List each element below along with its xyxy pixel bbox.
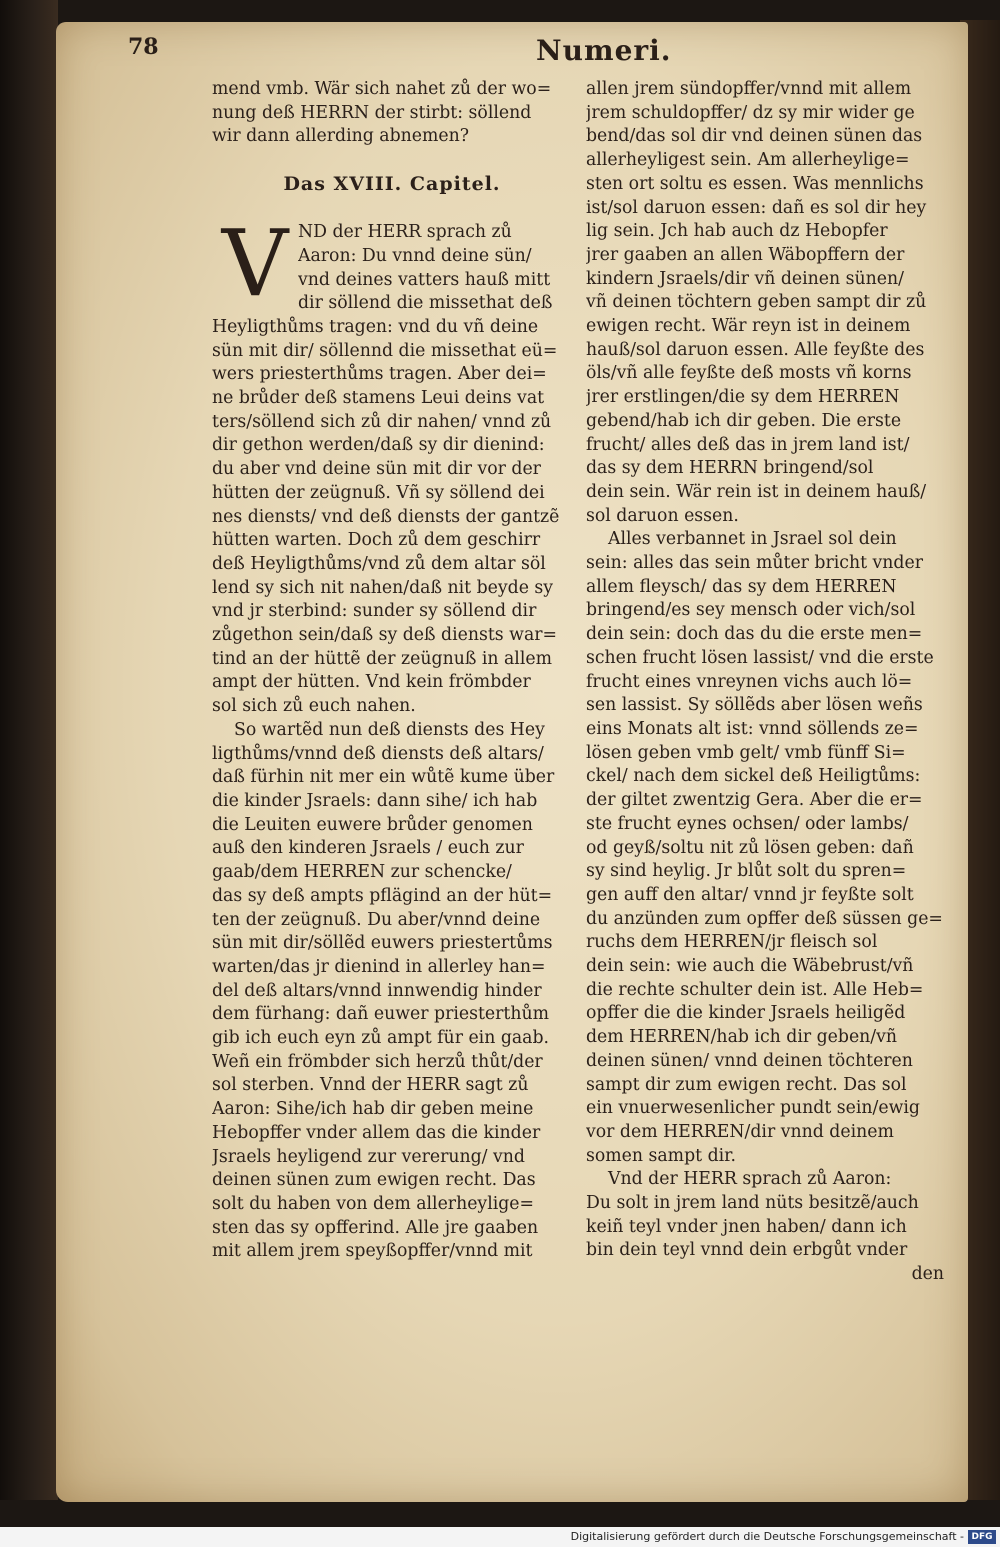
text-line: So wartẽd nun deß diensts des Hey [234, 719, 545, 740]
text-line: frucht eines vnreynen vichs auch lö= [586, 671, 913, 692]
text-line: frucht/ alles deß das in jrem land ist/ [586, 434, 910, 455]
text-line: vnd jr sterbind: sunder sy söllend dir [212, 601, 537, 622]
text-line: sol sterben. Vnnd der HERR sagt zů [212, 1075, 529, 1096]
text-line: ligthůms/vnnd deß diensts deß altars/ [212, 743, 544, 764]
text-line: bringend/es sey mensch oder vich/sol [586, 600, 916, 621]
text-line: jrem schuldopffer/ dz sy mir wider ge [586, 102, 915, 123]
text-line: warten/das jr dienind in allerley han= [212, 956, 546, 977]
text-line: dein sein: doch das du die erste men= [586, 624, 923, 645]
text-line: auß den kinderen Jsraels / euch zur [212, 838, 524, 859]
text-line: sün mit dir/söllẽd euwers priestertůms [212, 933, 553, 954]
text-line: das sy deß ampts pflägind an der hüt= [212, 885, 553, 906]
text-line: wers priesterthůms tragen. Aber dei= [212, 364, 547, 385]
text-line: Du solt in jrem land nüts besitzẽ/auch [586, 1193, 919, 1214]
text-line: zůgethon sein/daß sy deß diensts war= [212, 625, 558, 646]
text-line: del deß altars/vnnd innwendig hinder [212, 980, 542, 1001]
text-line: schen frucht lösen lassist/ vnd die erste [586, 647, 934, 668]
text-line: lösen geben vmb gelt/ vmb fünff Si= [586, 742, 906, 763]
dfg-logo: DFG [968, 1530, 996, 1544]
text-line: dir söllend die missethat deß [298, 293, 553, 314]
text-line: deinen sünen zum ewigen recht. Das [212, 1170, 536, 1191]
text-line: bend/das sol dir vnd deinen sünen das [586, 126, 923, 147]
page-number: 78 [128, 34, 159, 60]
text-line: deinen sünen/ vnnd deinen töchteren [586, 1050, 913, 1071]
text-line: dem fürhang: dañ euwer priesterthům [212, 1004, 549, 1025]
text-line: sün mit dir/ söllennd die missethat eü= [212, 340, 558, 361]
text-line: nes diensts/ vnd deß diensts der gantzẽ [212, 506, 560, 527]
text-line: ters/söllend sich zů dir nahen/ vnnd zů [212, 411, 552, 432]
text-line: Vnd der HERR sprach zů Aaron: [608, 1169, 892, 1190]
text-line: sten ort soltu es essen. Was mennlichs [586, 173, 924, 194]
text-line: sen lassist. Sy söllẽds aber lösen weñs [586, 695, 923, 716]
text-line: eins Monats alt ist: vnnd söllends ze= [586, 718, 919, 739]
text-line: ruchs dem HERREN/jr fleisch sol [586, 932, 878, 953]
text-line: wir dann allerding abnemen? [212, 126, 470, 147]
text-line: mit allem jrem speyßopffer/vnnd mit [212, 1241, 533, 1262]
text-line: daß fürhin nit mer ein wůtẽ kume über [212, 767, 555, 788]
text-line: gaab/dem HERREN zur schencke/ [212, 862, 512, 883]
text-line: allerheyligest sein. Am allerheylige= [586, 150, 910, 171]
text-line: sol sich zů euch nahen. [212, 696, 416, 717]
text-line: bin dein teyl vnnd dein erbgůt vnder [586, 1240, 908, 1261]
text-line: Jsraels heyligend zur vererung/ vnd [212, 1146, 525, 1167]
text-line: sy sind heylig. Jr blůt solt du spren= [586, 861, 907, 882]
funding-notice: Digitalisierung gefördert durch die Deutsche Forschungsgemeinschaft - [570, 1530, 964, 1543]
text-line: dir gethon werden/daß sy dir dienind: [212, 435, 545, 456]
text-line: od geyß/soltu nit zů lösen geben: dañ [586, 837, 914, 858]
text-line: gen auff den altar/ vnnd jr feyßte solt [586, 884, 914, 905]
text-line: ein vnuerwesenlicher pundt sein/ewig [586, 1098, 920, 1119]
left-text-column [212, 78, 572, 1264]
text-line: Aaron: Du vnnd deine sün/ [298, 245, 532, 266]
text-line: lig sein. Jch hab auch dz Hebopfer [586, 221, 888, 242]
text-line: mend vmb. Wär sich nahet zů der wo= [212, 79, 552, 99]
text-line: Weñ ein frömbder sich herzů thůt/der [212, 1051, 543, 1072]
text-line: du aber vnd deine sün mit dir vor der [212, 459, 541, 480]
text-line: dem HERREN/hab ich dir geben/vñ [586, 1027, 898, 1048]
right-text-column [586, 78, 944, 1287]
text-line: lend sy sich nit nahen/daß nit beyde sy [212, 577, 554, 598]
text-line: keiñ teyl vnder jnen haben/ dann ich [586, 1216, 907, 1237]
catchword: den [911, 1264, 944, 1285]
text-line: ste frucht eynes ochsen/ oder lambs/ [586, 813, 909, 834]
text-line: allen jrem sündopffer/vnnd mit allem [586, 79, 912, 99]
text-line: sol daruon essen. [586, 505, 739, 526]
text-line: Aaron: Sihe/ich hab dir geben meine [212, 1099, 534, 1120]
text-line: jrer gaaben an allen Wäbopffern der [586, 244, 905, 265]
text-line: die kinder Jsraels: dann sihe/ ich hab [212, 790, 538, 811]
text-line: gebend/hab ich dir geben. Die erste [586, 410, 902, 431]
text-line: hauß/sol daruon essen. Alle feyßte des [586, 339, 925, 360]
text-line: allem fleysch/ das sy dem HERREN [586, 576, 897, 597]
text-line: Hebopffer vnder allem das die kinder [212, 1122, 541, 1143]
text-line: sten das sy opfferind. Alle jre gaaben [212, 1217, 539, 1238]
text-line: deß Heyligthůms/vnd zů dem altar söl [212, 553, 546, 574]
page-header [128, 34, 928, 70]
drop-cap-initial: V [221, 210, 289, 318]
text-line: du anzünden zum opffer deß süssen ge= [586, 908, 943, 929]
text-line: ckel/ nach dem sickel deß Heiligtůms: [586, 766, 921, 787]
text-line: gib ich euch eyn zů ampt für ein gaab. [212, 1028, 550, 1049]
text-line: vñ deinen töchtern geben sampt dir zů [586, 292, 927, 313]
book-spine-left [0, 0, 58, 1500]
text-line: ND der HERR sprach zů [298, 222, 512, 243]
text-line: die Leuiten euwere brůder genomen [212, 814, 533, 835]
text-line: ewigen recht. Wär reyn ist in deinem [586, 316, 911, 337]
text-line: Alles verbannet in Jsrael sol dein [608, 529, 897, 550]
running-title: Numeri. [536, 34, 672, 67]
text-line: das sy dem HERRN bringend/sol [586, 458, 874, 479]
text-line: sein: alles das sein můter bricht vnder [586, 553, 923, 574]
text-line: solt du haben von dem allerheylige= [212, 1193, 535, 1214]
footer-bar [0, 1527, 1000, 1547]
text-line: öls/vñ alle feyßte deß mosts vñ korns [586, 363, 912, 384]
text-line: nung deß HERRN der stirbt: söllend [212, 102, 532, 123]
text-line: ne brůder deß stamens Leui deins vat [212, 388, 545, 409]
text-line: vor dem HERREN/dir vnnd deinem [586, 1121, 894, 1142]
text-line: der giltet zwentzig Gera. Aber die er= [586, 790, 923, 811]
text-line: kindern Jsraels/dir vñ deinen sünen/ [586, 268, 904, 289]
text-line: Heyligthůms tragen: vnd du vñ deine [212, 316, 539, 337]
text-line: opffer die die kinder Jsraels heiligẽd [586, 1003, 906, 1024]
text-line: hütten der zeügnuß. Vñ sy söllend dei [212, 482, 545, 503]
text-line: ist/sol daruon essen: dañ es sol dir hey [586, 197, 927, 218]
text-line: vnd deines vatters hauß mitt [298, 269, 551, 290]
text-line: ten der zeügnuß. Du aber/vnnd deine [212, 909, 541, 930]
text-line: dein sein. Wär rein ist in deinem hauß/ [586, 481, 927, 502]
text-line: die rechte schulter dein ist. Alle Heb= [586, 979, 924, 1000]
text-line: tind an der hüttẽ der zeügnuß in allem [212, 648, 552, 669]
chapter-heading: Das XVIII. Capitel. [283, 173, 501, 196]
text-line: ampt der hütten. Vnd kein frömbder [212, 672, 531, 693]
text-line: sampt dir zum ewigen recht. Das sol [586, 1074, 907, 1095]
text-line: jrer erstlingen/die sy dem HERREN [586, 387, 900, 408]
text-line: dein sein: wie auch die Wäbebrust/vñ [586, 956, 914, 977]
text-line: somen sampt dir. [586, 1145, 737, 1166]
text-line: hütten warten. Doch zů dem geschirr [212, 530, 541, 551]
